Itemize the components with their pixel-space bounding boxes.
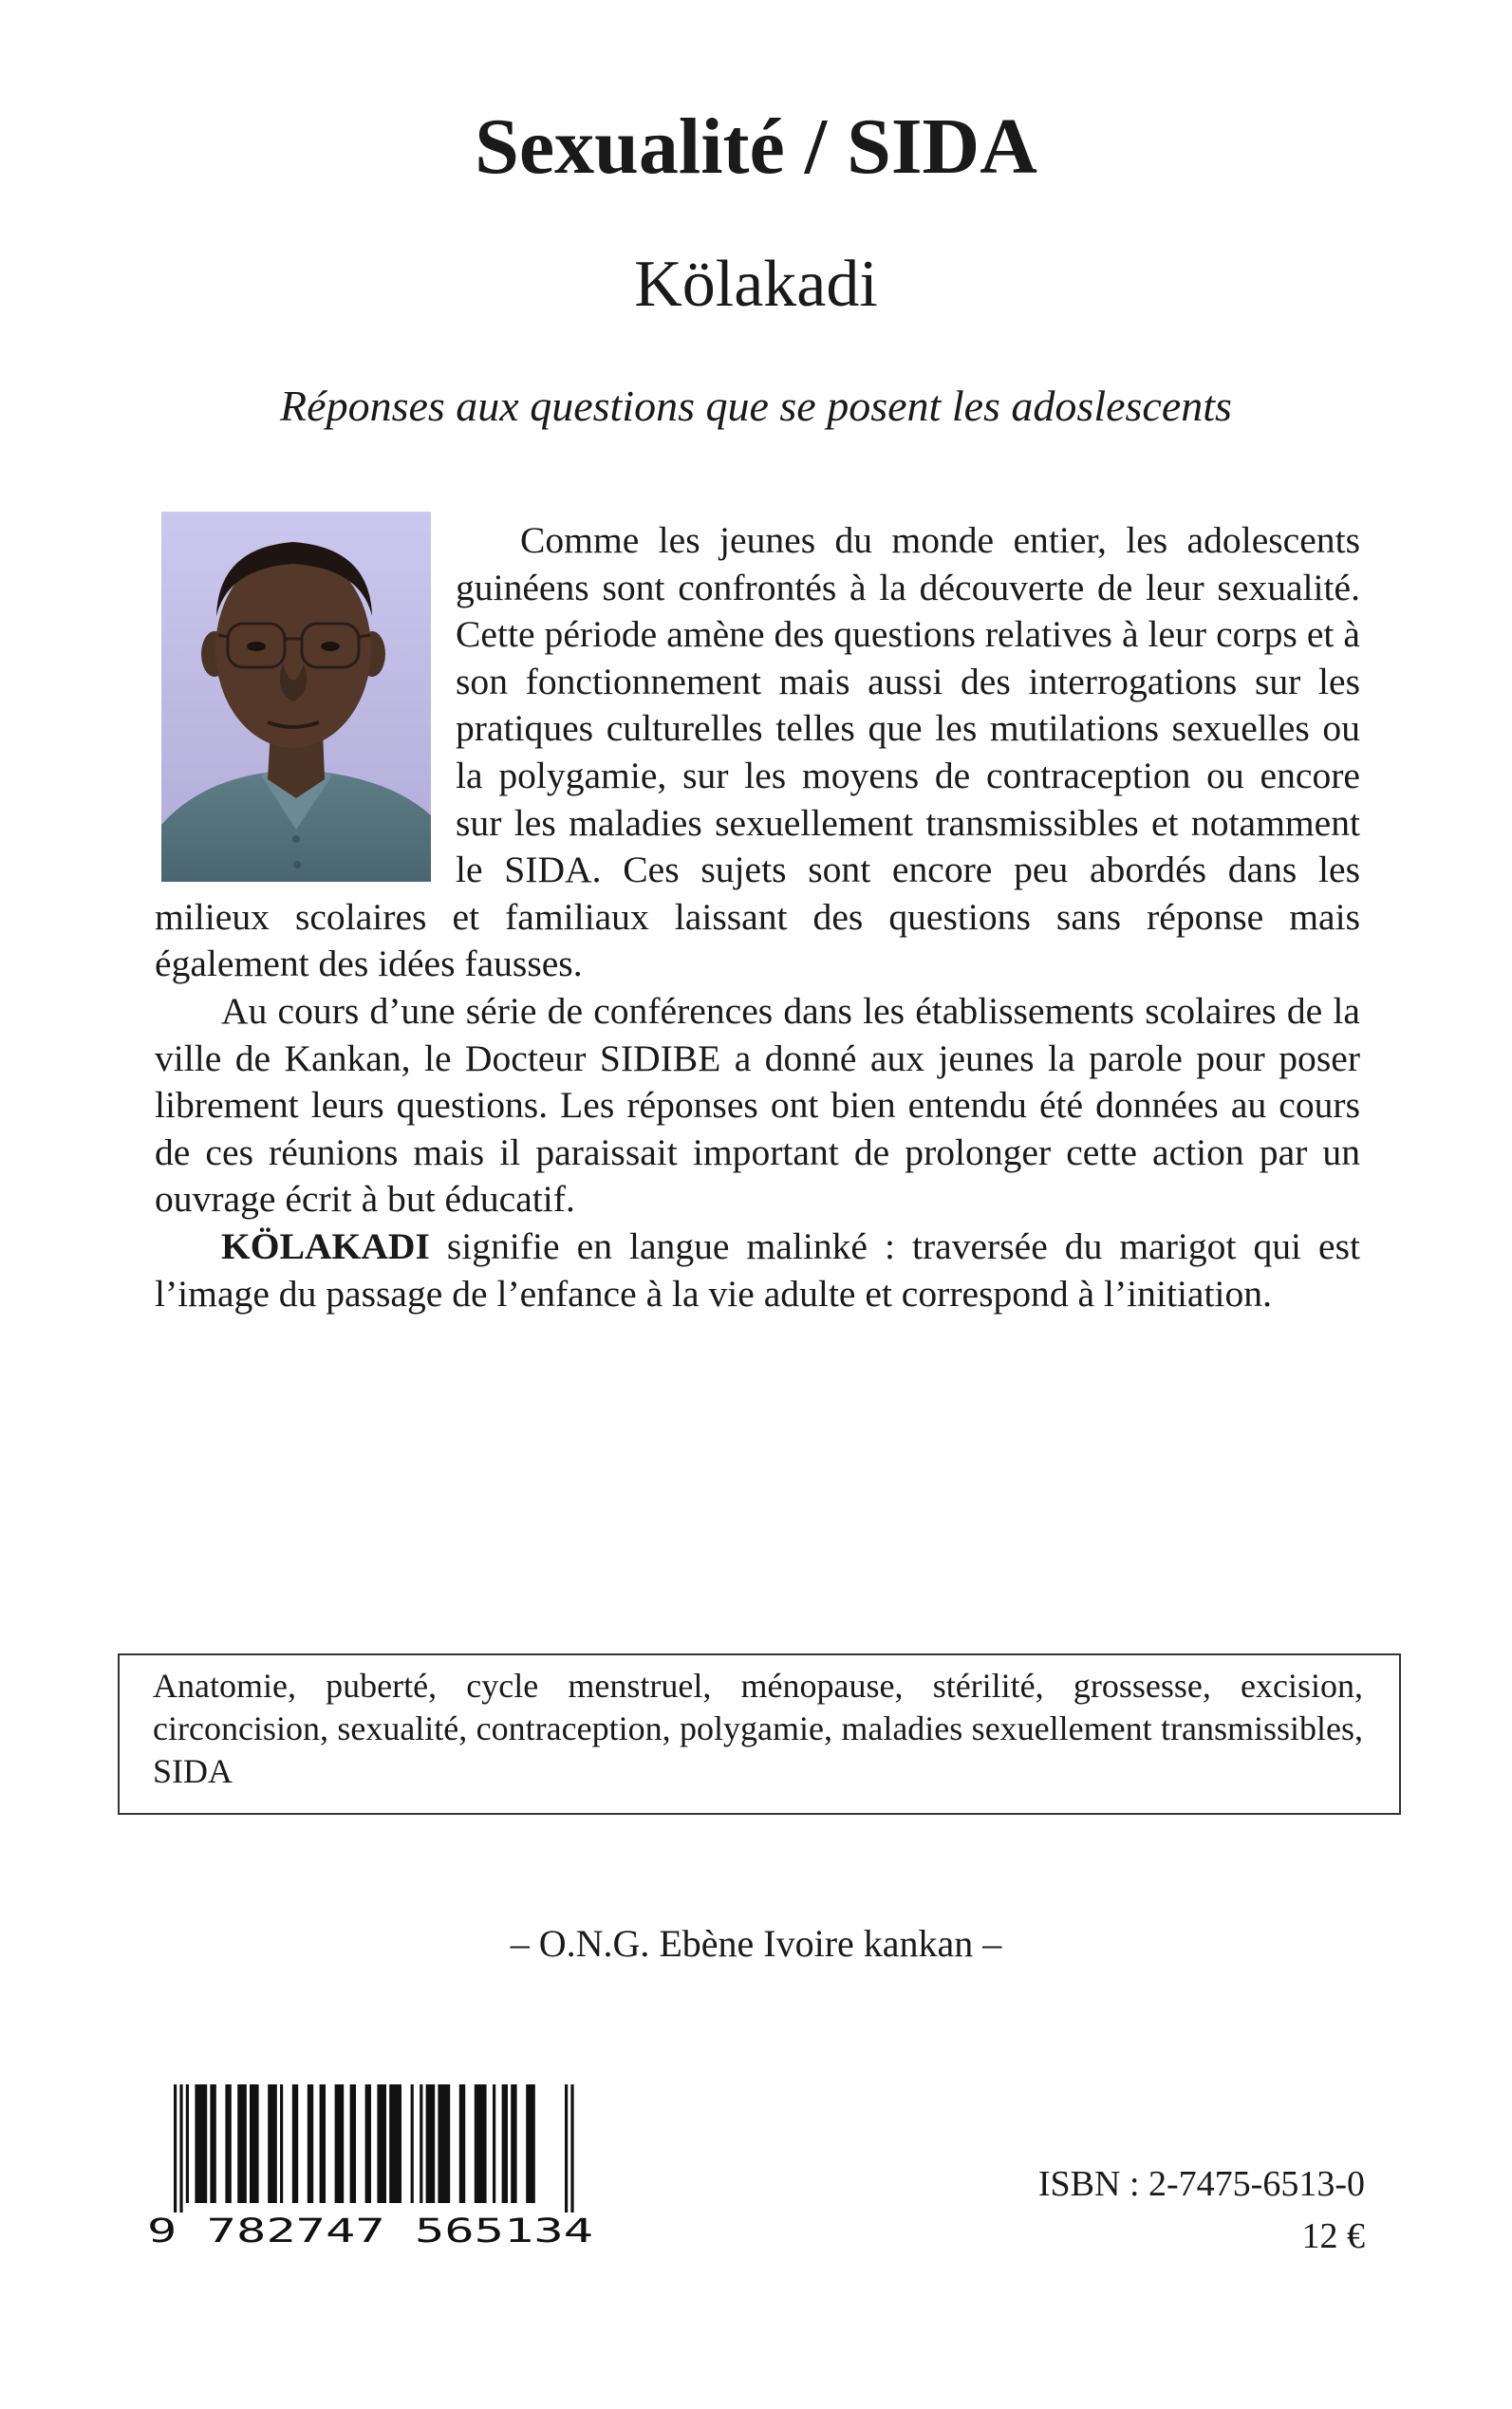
- barcode-bar: [195, 2084, 207, 2203]
- barcode-bar: [308, 2084, 313, 2203]
- barcode-guard-bar: [179, 2084, 182, 2213]
- barcode-bar: [459, 2084, 465, 2203]
- barcode-guard-bar: [174, 2084, 177, 2213]
- barcode-bar: [475, 2084, 487, 2203]
- book-tagline: Réponses aux questions que se posent les adoslescents: [280, 382, 1232, 430]
- barcode-digits: 9 782747 565134: [147, 2213, 593, 2246]
- barcode-bar: [511, 2084, 516, 2203]
- description-paragraph-3: [155, 1223, 1360, 1317]
- barcode-bar: [389, 2084, 401, 2203]
- barcode-bar: [250, 2084, 259, 2203]
- barcode-bar: [377, 2084, 386, 2203]
- barcode-bar: [526, 2084, 535, 2203]
- publisher-note: – O.N.G. Ebène Ivoire kankan –: [510, 1922, 1002, 1965]
- price: 12 €: [1301, 2216, 1365, 2256]
- book-subtitle: Kölakadi: [634, 248, 878, 321]
- barcode-bar: [502, 2084, 508, 2203]
- barcode-bar: [320, 2084, 326, 2203]
- back-cover-description: [155, 517, 1360, 1317]
- barcode-bar: [210, 2084, 215, 2203]
- barcode: [147, 2084, 593, 2246]
- isbn: ISBN : 2-7475-6513-0: [1037, 2164, 1365, 2204]
- barcode-bar: [365, 2084, 371, 2203]
- barcode-bar: [280, 2084, 283, 2203]
- barcode-bar: [335, 2084, 345, 2203]
- barcode-bar: [268, 2084, 277, 2203]
- description-paragraph-2: Au cours d’une série de conférences dans les établissements scolaires de la ville de Kankan, le Docteur SIDIBE a donné aux jeunes la parole pour poser librement leurs questions. Les réponses ont bien entendu été données au cours de ces réunions mais il paraissait important de prolonger cette action par un ouvrage écrit à but éducatif.: [155, 989, 1360, 1221]
- barcode-bar: [426, 2084, 436, 2203]
- barcode-guard-bar: [565, 2084, 568, 2213]
- description-paragraph-1: Comme les jeunes du monde entier, les adolescents guinéens sont confrontés à la découverte de leur sexualité. Cette période amène des questions relatives à leur corps et à son fonctionnement mais aussi des interrogations sur les pratiques culturelles telles que les mutilations sexuelles ou la polygamie, sur les moyens de contraception ou encore sur les maladies sexuellement transmissibles et notamment le SIDA. Ces sujets sont encore peu abordés dans les milieux scolaires et familiaux laissant des questions sans réponse mais également des idées fausses.: [155, 519, 1360, 985]
- book-title: Sexualité / SIDA: [475, 103, 1037, 191]
- barcode-bar: [292, 2084, 298, 2203]
- barcode-guard-bar: [570, 2084, 573, 2213]
- barcode-bar: [493, 2084, 495, 2203]
- barcode-bar: [438, 2084, 450, 2203]
- author-portrait: [161, 512, 431, 882]
- barcode-bar: [225, 2084, 231, 2203]
- barcode-bar: [186, 2084, 189, 2203]
- barcode-bar: [420, 2084, 422, 2203]
- barcode-bar: [411, 2084, 414, 2203]
- keywords-box: Anatomie, puberté, cycle menstruel, ménopause, stérilité, grossesse, excision, circoncision, sexualité, contraception, polygamie, maladies sexuellement transmissibles, SIDA: [118, 1653, 1401, 1815]
- barcode-bar: [237, 2084, 247, 2203]
- barcode-bar: [350, 2084, 356, 2203]
- kolakadi-definition: signifie en langue malinké : traversée du marigot qui est l’image du passage de l’enfance à la vie adulte et correspond à l’initiation.: [155, 1224, 1360, 1315]
- kolakadi-term: KÖLAKADI: [221, 1224, 430, 1267]
